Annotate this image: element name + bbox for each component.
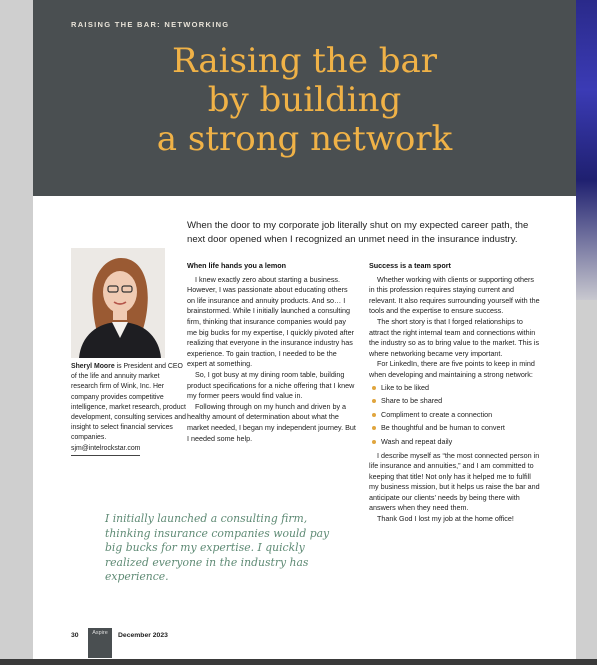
- title-line: a strong network: [156, 119, 453, 159]
- paragraph: So, I got busy at my dining room table, building product specifications for a niche offering that I knew my former peers would find value in.: [187, 369, 355, 401]
- bullet-dot-icon: [372, 399, 376, 403]
- title-line: by building: [207, 80, 402, 120]
- magazine-page: [33, 0, 576, 659]
- page-footer: [71, 628, 221, 658]
- author-portrait-image: [71, 248, 165, 358]
- background-strip: [0, 659, 597, 665]
- paragraph: Following through on my hunch and driven by a healthy amount of determination about what the market needed, I began my independent journey. But I needed some help.: [187, 401, 356, 443]
- article-intro: When the door to my corporate job literally shut on my expected career path, the next door opened when I recognized an unmet need in the insurance industry.: [187, 220, 529, 245]
- header-banner: [33, 0, 576, 196]
- list-item: Be thoughtful and be human to convert: [369, 423, 541, 434]
- paragraph: Whether working with clients or supporting others in this profession requires staying current and relevant. It also requires surrounding yourself with the tools and the expertise to ensure success.: [369, 274, 540, 316]
- pull-quote: I initially launched a consulting firm, thinking insurance companies would pay big bucks for my expertise. I quickly realized everyone in the industry has experience.: [105, 512, 330, 584]
- author-name: Sheryl Moore: [71, 363, 115, 370]
- list-item: Share to be shared: [369, 396, 541, 407]
- bullet-dot-icon: [372, 426, 376, 430]
- article-column-right: [369, 261, 541, 525]
- author-bio: [71, 362, 187, 456]
- bullet-dot-icon: [372, 386, 376, 390]
- section-heading: Success is a team sport: [369, 261, 451, 270]
- bullet-list: [369, 383, 541, 448]
- list-item: Wash and repeat daily: [369, 437, 541, 448]
- page-number: 30: [71, 632, 79, 639]
- article-column-left: [187, 261, 357, 444]
- section-heading: When life hands you a lemon: [187, 261, 287, 270]
- bullet-dot-icon: [372, 440, 376, 444]
- article-title: [33, 42, 576, 159]
- issue-date: December 2023: [118, 632, 168, 639]
- paragraph: I describe myself as “the most connected person in life insurance and annuities,” and I am committed to keeping that title! Not only has it helped me to fulfill my business mission, but it helps us raise the bar and anticipate our clients’ needs by being there with answers when they need them.: [369, 450, 540, 513]
- paragraph: I knew exactly zero about starting a business. However, I was passionate about educating others on life insurance and annuity products. And so… I brainstormed. While I initially launched a consulting firm, thinking that insurance companies would pay me big bucks for my expertise, I quickly pivoted after realizing that everyone in the insurance industry has experience. To gain traction, I needed to be the expert at something.: [187, 274, 354, 369]
- paragraph: Thank God I lost my job at the home office!: [377, 514, 514, 524]
- paragraph: The short story is that I forged relationships to attract the right internal team and connections within the industry so as to bring value to the market. This is where networking became very important.: [369, 316, 540, 358]
- list-item: Like to be liked: [369, 383, 541, 394]
- author-bio-text: is President and CEO of the life and annuity market research firm of Wink, Inc. Her company provides competitive intelligence, market research, product development, consulting services and insight to select financial services companies.: [71, 363, 186, 442]
- bullet-dot-icon: [372, 413, 376, 417]
- list-item: Compliment to create a connection: [369, 410, 541, 421]
- author-email-link[interactable]: sjm@intelrockstar.com: [71, 444, 140, 456]
- title-line: Raising the bar: [171, 41, 438, 81]
- author-photo: [71, 248, 165, 358]
- magazine-name: Aspire: [88, 628, 112, 658]
- paragraph: For LinkedIn, there are five points to keep in mind when developing and maintaining a strong network:: [369, 359, 535, 379]
- section-kicker: RAISING THE BAR: NETWORKING: [71, 20, 230, 29]
